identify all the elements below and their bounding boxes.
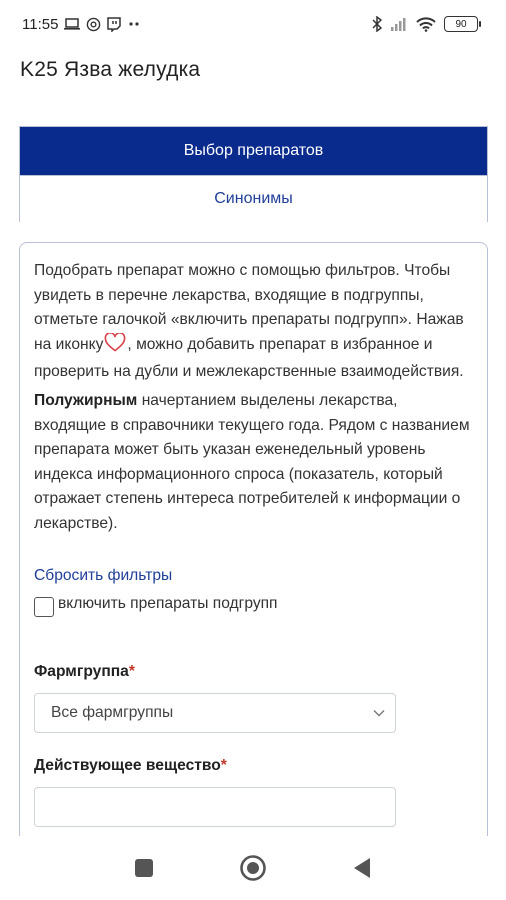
tab-drug-selection[interactable]: Выбор препаратов bbox=[20, 127, 487, 175]
back-triangle-icon bbox=[352, 857, 372, 879]
tab-bar bbox=[19, 126, 488, 222]
recents-button[interactable] bbox=[124, 848, 164, 888]
active-substance-label-text: Действующее вещество bbox=[34, 756, 221, 774]
reset-filters-link[interactable]: Сбросить фильтры bbox=[34, 566, 173, 584]
info-text-part-1: Подобрать препарат можно с помощью фильтров. Чтобы увидеть в перечне лекарства, входящие в подгруппы, отметьте галочкой «включить препараты подгрупп». Нажав на иконку bbox=[34, 262, 464, 353]
info-paragraph-2 bbox=[34, 389, 473, 537]
back-button[interactable] bbox=[342, 848, 382, 888]
pharm-group-select[interactable] bbox=[34, 693, 396, 733]
square-icon bbox=[134, 858, 154, 878]
at-icon bbox=[86, 17, 101, 32]
pharm-group-label bbox=[34, 663, 473, 681]
include-subgroups-label[interactable]: включить препараты подгрупп bbox=[58, 594, 278, 612]
laptop-icon bbox=[64, 18, 80, 30]
status-left bbox=[22, 16, 143, 33]
status-time: 11:55 bbox=[22, 15, 59, 33]
info-paragraph-1 bbox=[34, 259, 473, 385]
chevron-down-icon bbox=[373, 704, 385, 722]
tab-synonyms[interactable]: Синонимы bbox=[20, 175, 487, 222]
heart-icon bbox=[104, 333, 126, 361]
status-right bbox=[372, 16, 478, 32]
wifi-icon bbox=[416, 17, 436, 32]
signal-icon bbox=[390, 17, 408, 31]
required-mark: * bbox=[220, 756, 227, 774]
bluetooth-icon bbox=[372, 16, 382, 32]
active-substance-select[interactable] bbox=[34, 787, 396, 827]
battery-level: 90 bbox=[455, 18, 467, 30]
home-circle-icon bbox=[239, 854, 267, 882]
info-text-part-3: начертанием выделены лекарства, входящие в справочники текущего года. Рядом с названием препарата может быть указан еженедельный уровень индекса информационного спроса (показатель, который отражает степень интереса потребителей к информации о лекарстве). bbox=[34, 391, 470, 532]
home-button[interactable] bbox=[233, 848, 273, 888]
dots-icon bbox=[127, 21, 143, 27]
filter-card bbox=[19, 242, 488, 862]
required-mark: * bbox=[128, 662, 135, 680]
pharm-group-value: Все фармгруппы bbox=[51, 703, 174, 721]
info-text-part-2: , можно добавить препарат в избранное и проверить на дубли и межлекарственные взаимодействия. bbox=[34, 335, 464, 381]
battery-icon bbox=[444, 16, 478, 32]
twitch-icon bbox=[107, 17, 121, 32]
system-nav-bar bbox=[0, 836, 506, 900]
pharm-group-label-text: Фармгруппа bbox=[34, 662, 129, 680]
active-substance-label bbox=[34, 757, 473, 775]
info-bold-word: Полужирным bbox=[34, 391, 138, 409]
page-title: K25 Язва желудка bbox=[20, 58, 201, 81]
include-subgroups-checkbox[interactable] bbox=[34, 597, 54, 617]
include-subgroups-row[interactable] bbox=[34, 591, 473, 617]
status-bar bbox=[0, 0, 506, 48]
